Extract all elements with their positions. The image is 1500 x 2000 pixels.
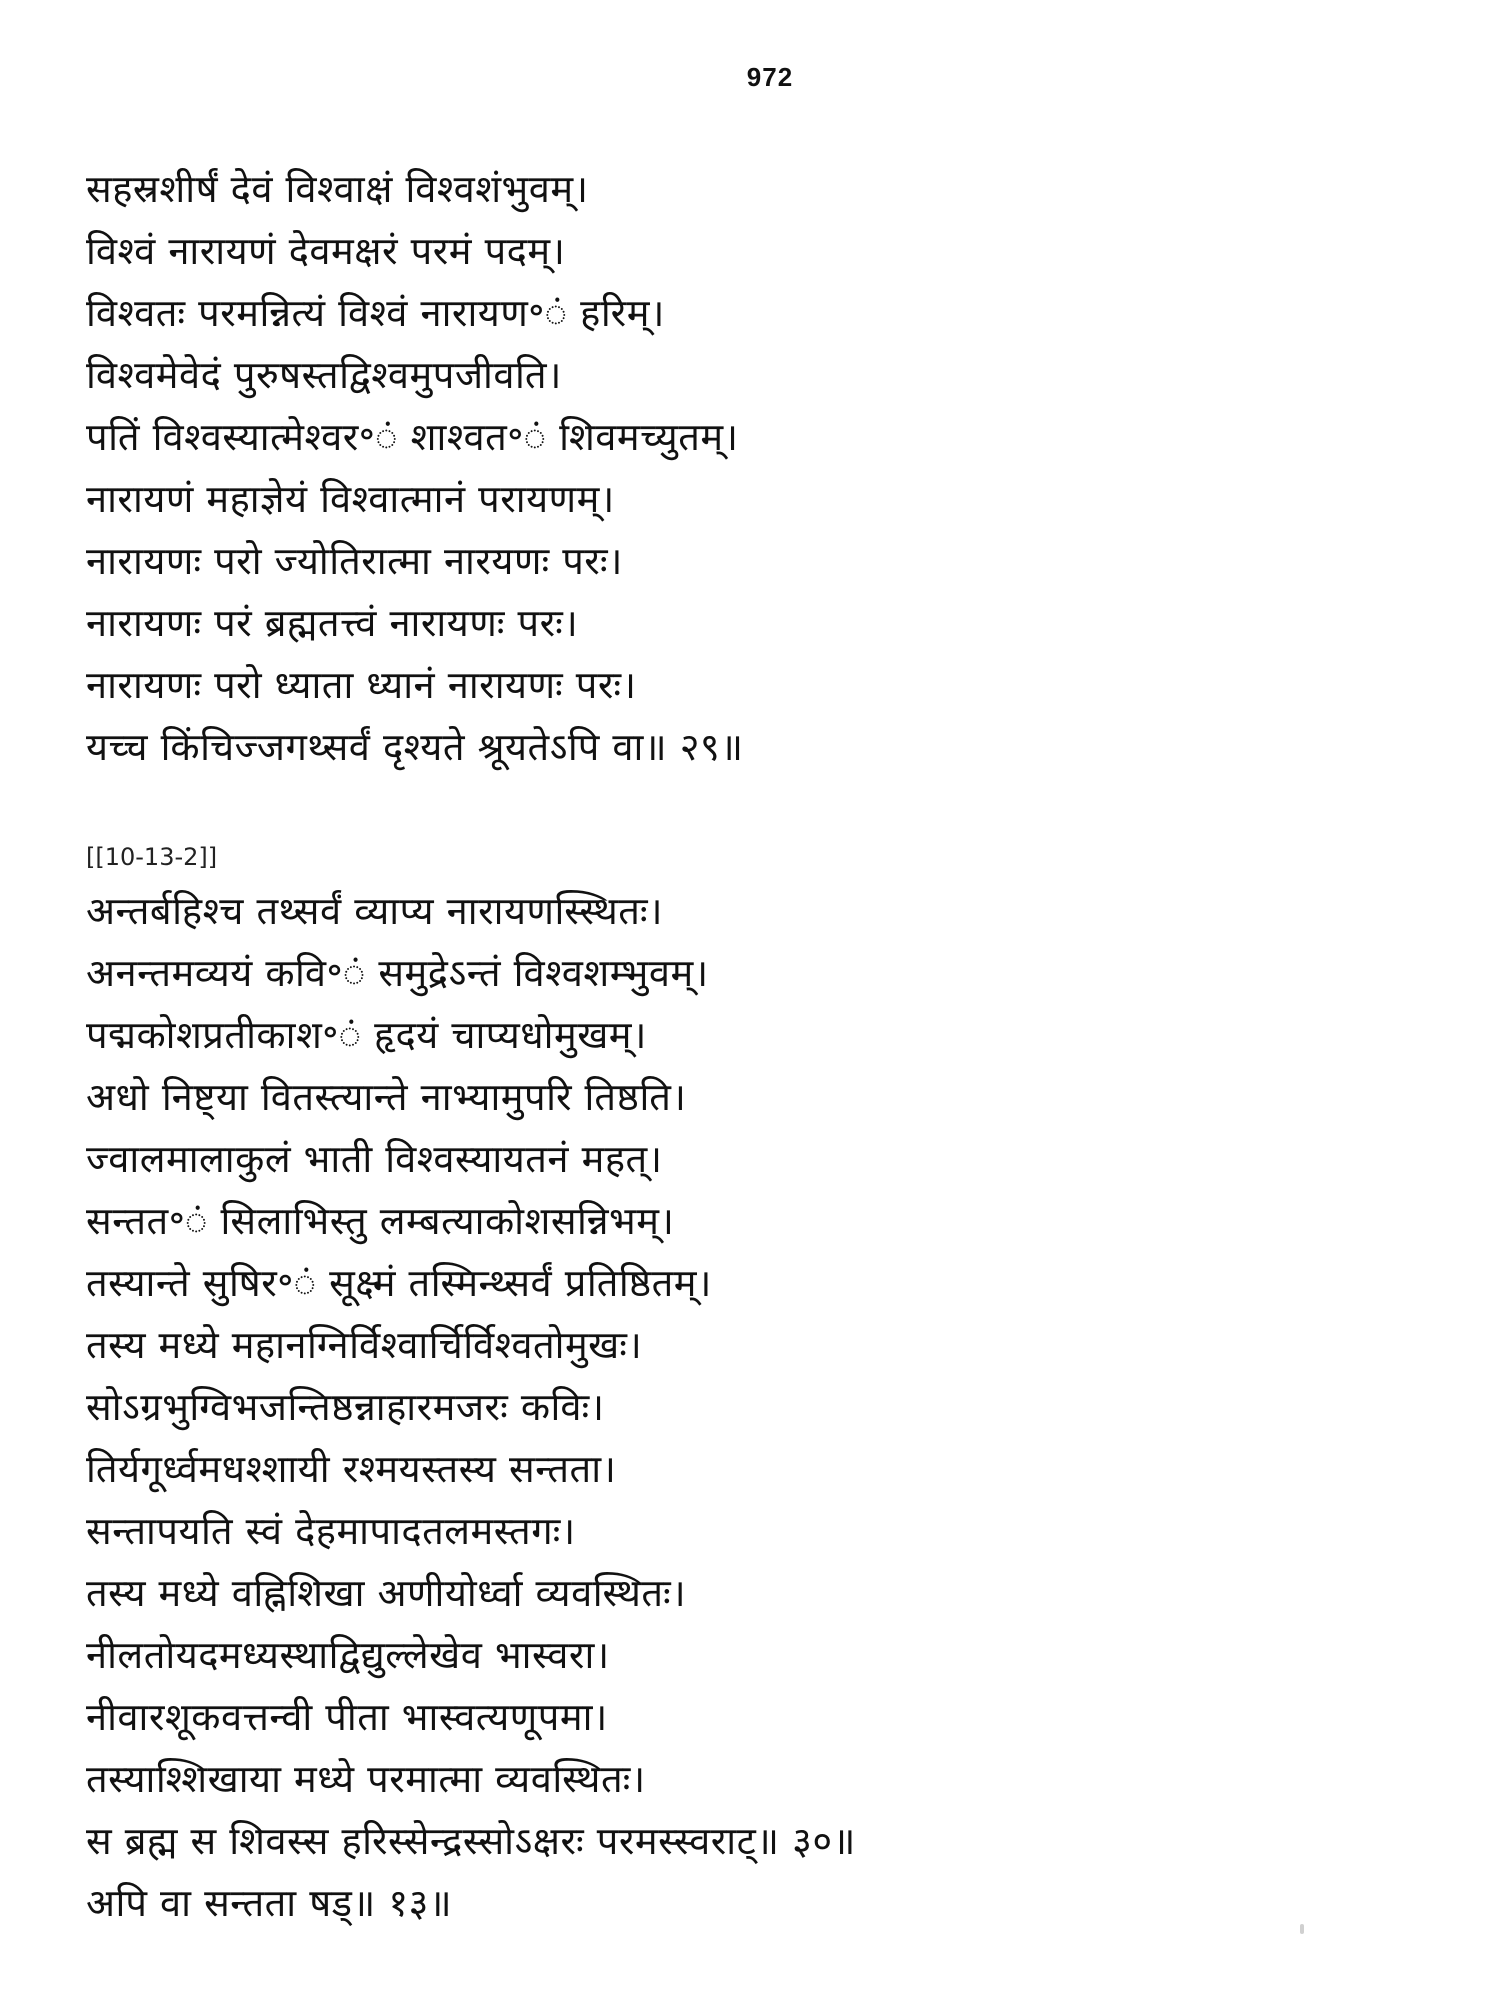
verse-line: अन्तर्बहिश्च तथ्सर्वं व्याप्य नारायणस्स्थितः। [86, 889, 664, 933]
verse-line: तस्याश्शिखाया मध्ये परमात्मा व्यवस्थितः। [86, 1757, 646, 1801]
verse-line: नारायणः परो ज्योतिरात्मा नारयणः परः। [86, 539, 623, 583]
verse-line: नीवारशूकवत्तन्वी पीता भास्वत्यणूपमा। [86, 1695, 608, 1739]
verse-line: नीलतोयदमध्यस्थाद्विद्युल्लेखेव भास्वरा। [86, 1633, 610, 1677]
verse-line: सोऽग्रभुग्विभजन्तिष्ठन्नाहारमजरः कविः। [86, 1385, 605, 1429]
verse-line: पद्मकोशप्रतीकाश॰ं हृदयं चाप्यधोमुखम्। [86, 1013, 647, 1057]
page-number: 972 [746, 62, 794, 92]
verse-line: ज्वालमालाकुलं भाती विश्वस्यायतनं महत्। [86, 1137, 663, 1181]
verse-block-29 [86, 158, 1416, 778]
verse-line: अनन्तमव्ययं कवि॰ं समुद्रेऽन्तं विश्वशम्भुवम्। [86, 951, 709, 995]
verse-line: सन्तापयति स्वं देहमापादतलमस्तगः। [86, 1509, 576, 1553]
verse-line: स ब्रह्म स शिवस्स हरिस्सेन्द्रस्सोऽक्षरः परमस्स्वराट्॥ ३०॥ [86, 1819, 856, 1863]
section-reference: [[10-13-2]] [86, 843, 218, 871]
verse-line: तिर्यगूर्ध्वमधश्शायी रश्मयस्तस्य सन्तता। [86, 1447, 617, 1491]
verse-line: अपि वा सन्तता षड्॥ १३॥ [86, 1881, 453, 1925]
verse-line: विश्वं नारायणं देवमक्षरं परमं पदम्। [86, 229, 566, 273]
verse-line: विश्वमेवेदं पुरुषस्तद्विश्वमुपजीवति। [86, 353, 562, 397]
verse-line: नारायणः परो ध्याता ध्यानं नारायणः परः। [86, 663, 637, 707]
verse-line: यच्च किंचिज्जगथ्सर्वं दृश्यते श्रूयतेऽपि वा॥ २९॥ [86, 725, 744, 769]
verse-line: नारायणं महाज्ञेयं विश्वात्मानं परायणम्। [86, 477, 615, 521]
verse-block-30 [86, 840, 1416, 1934]
verse-line: सन्तत॰ं सिलाभिस्तु लम्बत्याकोशसन्निभम्। [86, 1199, 675, 1243]
verse-line: तस्य मध्ये महानग्निर्विश्वार्चिर्विश्वतोमुखः। [86, 1323, 643, 1367]
verse-line: पतिं विश्वस्यात्मेश्वर॰ं शाश्वत॰ं शिवमच्युतम्। [86, 415, 739, 459]
verse-line: तस्य मध्ये वह्निशिखा अणीयोर्ध्वा व्यवस्थितः। [86, 1571, 687, 1615]
verse-line: अधो निष्ट्या वितस्त्यान्ते नाभ्यामुपरि तिष्ठति। [86, 1075, 687, 1119]
verse-line: नारायणः परं ब्रह्मतत्त्वं नारायणः परः। [86, 601, 579, 645]
verse-line: तस्यान्ते सुषिर॰ं सूक्ष्मं तस्मिन्थ्सर्वं प्रतिष्ठितम्। [86, 1261, 712, 1305]
verse-line: सहस्रशीर्षं देवं विश्वाक्षं विश्वशंभुवम्। [86, 167, 589, 211]
scan-speck [1300, 1924, 1304, 1934]
verse-line: विश्वतः परमन्नित्यं विश्वं नारायण॰ं हरिम्। [86, 291, 665, 335]
